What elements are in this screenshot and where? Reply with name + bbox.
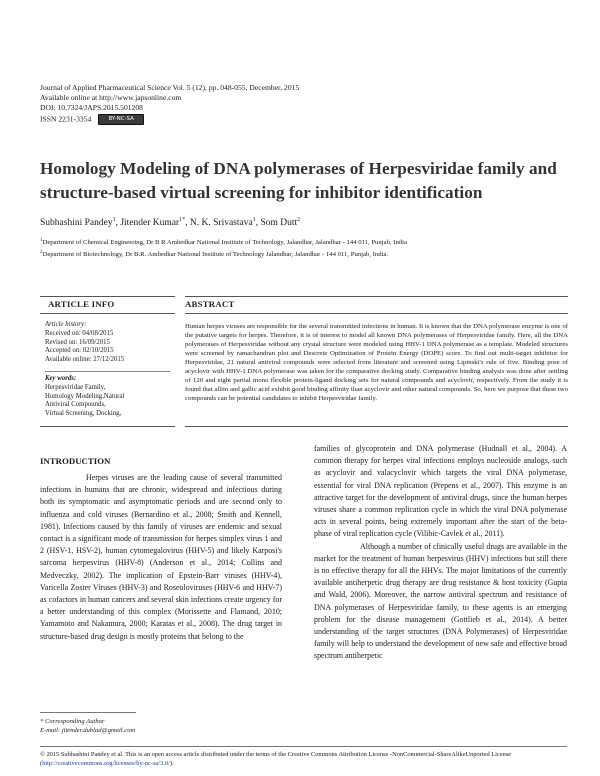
license-link[interactable]: http://creativecommons.org/licenses/by-nc-sa/3.0/ xyxy=(42,759,170,767)
author-name: N. K. Srivastava xyxy=(189,218,253,229)
doi: DOI: 10.7324/JAPS.2015.501208 xyxy=(40,103,143,113)
issn: ISSN 2231-3354 xyxy=(40,113,92,123)
issn-line xyxy=(40,114,299,125)
article-info-top-rule xyxy=(40,296,175,297)
corresponding-email: E-mail: jitender.dublad@gmail.com xyxy=(40,727,136,734)
keyword-line: Herpesviridae Family, xyxy=(45,383,106,391)
affiliation-mark: 2 xyxy=(40,249,43,255)
license-rule xyxy=(40,746,567,747)
abstract-top-rule xyxy=(185,296,568,297)
introduction-heading: INTRODUCTION xyxy=(40,456,111,466)
info-divider xyxy=(45,371,170,372)
abstract-heading-rule xyxy=(185,313,568,314)
article-history-label: Article history: xyxy=(45,321,87,328)
corresponding-author-label: * Corresponding Author xyxy=(40,718,105,725)
affiliation xyxy=(40,236,407,248)
journal-citation: Journal of Applied Pharmaceutical Science Vol. 5 (12), pp. 048-055, December, 2015 xyxy=(40,83,300,92)
corresponding-author-note xyxy=(40,717,135,735)
keywords-label: Key words: xyxy=(45,375,77,382)
author-affiliation-mark: 1 xyxy=(252,217,256,223)
footnote-rule xyxy=(40,712,136,713)
affiliation-text: Department of Biotechnology, Dr B.R. Ambedkar National Institute of Technology Jalandhar, Jalandhar - 144 011, Punjab, India. xyxy=(42,251,389,259)
history-accepted: Accepted on: 02/10/2015 xyxy=(45,347,114,355)
author-name: Subhashini Pandey xyxy=(40,218,113,229)
author-list xyxy=(40,217,300,228)
author-name: Jitender Kumar xyxy=(120,218,180,229)
online-availability: Available online at http://www.japsonline.com xyxy=(40,93,182,103)
author-name: Som Dutt xyxy=(260,218,298,229)
license-statement xyxy=(40,751,565,768)
author-separator: , xyxy=(115,218,121,229)
author-separator: , xyxy=(185,218,190,229)
keywords xyxy=(45,375,124,419)
abstract-text: Human herpes viruses are responsible for the several transmitted infections in human. It is known that the DNA polymerase enzyme is one of the putative targets for herpes. Therefore, it is of interest to model all known DNA polymerases of Herpesviridae family. Here, all the DNA polymerases of Herpesviridae without any crystal structure were modeled using HHV-1 DNA polymerase as a template. Modeled structures were screened by ramachandran plot and Descrete Optimization of Protein Energy (DOPE) score. To find out multi-target inhibitor for Herpesviridae, 21 natural antiviral compounds were selected from literature and screened using Lipinski's rule of five. Binding pose of acyclovir with HHV-1 DNA polymerase was taken for the comparative docking study. Comparative binding analysis was done after settling of 120 and eight partial mono flexible protein-ligand docking sets for natural compounds and acyclovir, respectively. From the study it is found that alliin and gallic acid exhibit good binding affinity than acyclovir and other natural compounds. So, here we purpose that these two compounds can be potential candidates to inhibit Herpesviridae family. xyxy=(185,323,568,403)
intro-left-column xyxy=(40,472,282,643)
article-info-heading: ARTICLE INFO xyxy=(48,299,115,309)
license-tail: ). xyxy=(169,759,174,767)
article-history xyxy=(45,321,124,365)
intro-paragraph: families of glycoprotein and DNA polymerase (Hudnall et al., 2004). A common therapy for herpes viral infections employs nucleoside analogs, such as acyclovir and valacyclovir which targets the viral DNA polymerase, essential for viral DNA replication (Prepens et al., 2007). This enzyme is an attractive target for the development of antiviral drugs, since the human herpes viruses share a common replication cycle in which the viral DNA polymerase acts in several points, being extremely important after the start of the beta-phase of viral replication cycle (Vilibic-Cavlek et al., 2011). xyxy=(314,444,567,539)
author-affiliation-mark: 1 xyxy=(112,217,116,223)
license-text: © 2015 Subhashini Pandey et al. This is an open access article distributed under the terms of the Creative Commons Attribution License -NonCommercial-ShareAlikeUnported License ( xyxy=(40,751,512,767)
author-separator: , xyxy=(255,218,261,229)
history-revised: Revised on: 16/09/2015 xyxy=(45,338,110,346)
history-available-online: Available online: 27/12/2015 xyxy=(45,356,125,364)
affiliations xyxy=(40,236,407,260)
keyword-line: Antiviral Compounds, xyxy=(45,401,106,409)
keyword-line: Virtual Screening, Docking, xyxy=(45,410,122,418)
history-received: Received on: 04/08/2015 xyxy=(45,329,114,337)
intro-paragraph: Herpes viruses are the leading cause of several transmitted infections in humans that are chronic, widespread and infectious during both its symptomatic and asymptomatic periods and are second only to influenza and cold viruses (Bernardino et al., 2008; Smith and Kennell, 1981). Infections caused by this family of viruses are endemic and sexual contact is a significant mode of transmission for herpes simplex virus 1 and 2 (HSV-1, HSV-2), human cytomegalovirus (HHV-5) and likely Karposi's sarcoma herpesvirus (HHV-8) (Anderson et al., 2014; Collins and Medveczky, 2002). The implication of Epstein-Barr viruses (HHV-4), Varicella Zoster Viruses (HHV-3) and Roseoloviruses (HHV-6 and HHV-7) as cofactors in human cancers and several skin infections create urgency for a better understanding of this complex (Morissette and Flamand, 2010; Yamamoto and Nakamura, 2000; Karatas et al., 2008). The drug target in structure-based drug design is mostly proteins that belong to the xyxy=(40,473,282,641)
affiliation-text: Department of Chemical Engineering, Dr B R Ambedkar National Institute of Technology, Jalandhar, Jalandhar - 144 011, Punjab, India xyxy=(42,239,408,247)
abstract-heading: ABSTRACT xyxy=(185,299,235,309)
author-affiliation-mark: 1* xyxy=(179,217,186,223)
intro-paragraph: Although a number of clinically useful drugs are available in the market for the treatment of human herpesvirus (HHV) infections but still there is no effective therapy for all the HHVs. The major limitations of the currently available antiherpetic drug therapy are drug resistance & host toxicity (Gupta and Wald, 2006). Moreover, the narrow antiviral spectrum and resistance of DNA polymerases of Herpesviridae family, to these agents is an emerging problem for the disease management (Gottlieb et al., 2014). A better understanding of the target structures (DNA Polymerases) of Herpesviridae family will help to understand the development of new safe and effective broad spectrum antiherpetic xyxy=(314,541,567,661)
author-affiliation-mark: 2 xyxy=(297,217,301,223)
article-info-heading-rule xyxy=(40,313,175,314)
affiliation-mark: 1 xyxy=(40,238,43,243)
intro-right-column xyxy=(314,443,567,663)
cc-license-badge: BY-NC-SA xyxy=(98,114,144,125)
journal-header xyxy=(40,83,299,125)
paper-title: Homology Modeling of DNA polymerases of Herpesviridae family and structure-based virtual screening for inhibitor identification xyxy=(40,159,557,202)
article-info-bottom-rule xyxy=(40,426,175,427)
abstract-bottom-rule xyxy=(185,426,568,427)
affiliation xyxy=(40,248,407,260)
keyword-line: Homology Modeling,Natural xyxy=(45,392,125,400)
